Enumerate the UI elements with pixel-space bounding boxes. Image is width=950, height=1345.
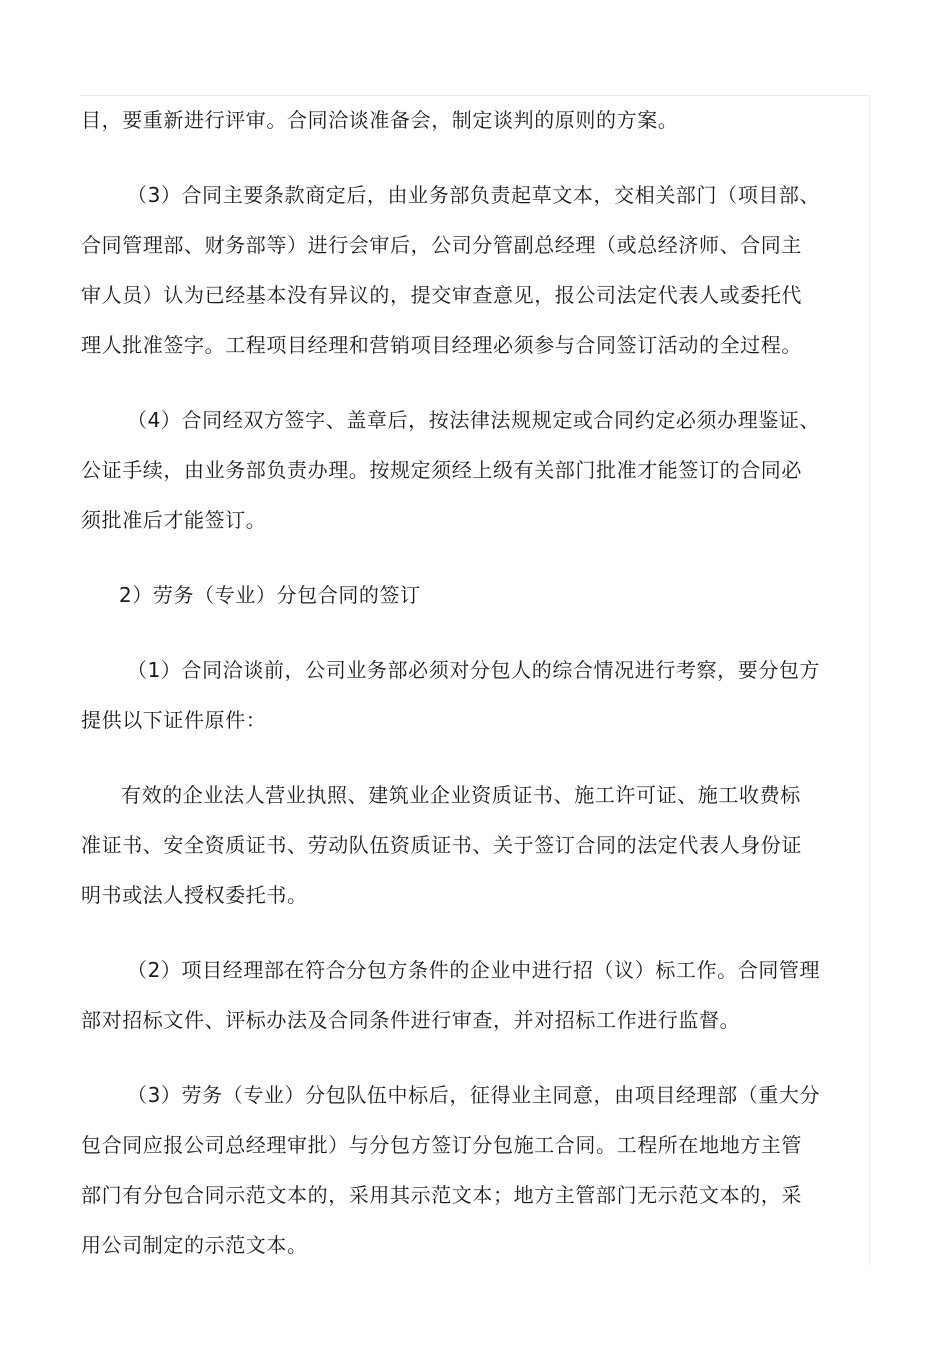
text-line: 审人员）认为已经基本没有异议的，提交审查意见，报公司法定代表人或委托代 — [81, 283, 802, 307]
text-line: 提供以下证件原件： — [81, 708, 267, 732]
text-line: （3）合同主要条款商定后，由业务部负责起草文本，交相关部门（项目部、 — [127, 183, 821, 207]
paragraph-bidding — [81, 945, 841, 1045]
paragraph-certificates — [81, 770, 841, 920]
heading-text: 2）劳务（专业）分包合同的签订 — [119, 583, 421, 607]
text-line: （2）项目经理部在符合分包方条件的企业中进行招（议）标工作。合同管理 — [127, 958, 821, 982]
text-line: 用公司制定的示范文本。 — [81, 1233, 308, 1257]
text-line: 合同管理部、财务部等）进行会审后，公司分管副总经理（或总经济师、合同主 — [81, 233, 802, 257]
text-line: （4）合同经双方签字、盖章后，按法律法规规定或合同约定必须办理鉴证、 — [127, 408, 821, 432]
paragraph-negotiation — [81, 645, 841, 745]
text-line: 部对招标文件、评标办法及合同条件进行审查，并对招标工作进行监督。 — [81, 1008, 741, 1032]
paragraph-contract-signing — [81, 395, 841, 545]
page-border-right — [869, 95, 870, 1265]
text-line: 理人批准签字。工程项目经理和营销项目经理必须参与合同签订活动的全过程。 — [81, 333, 802, 357]
text-line: 有效的企业法人营业执照、建筑业企业资质证书、施工许可证、施工收费标 — [121, 783, 801, 807]
paragraph-subcontract-signing — [81, 1070, 841, 1270]
text-line: 须批准后才能签订。 — [81, 508, 267, 532]
section-heading — [81, 570, 841, 620]
document-body — [81, 95, 841, 1270]
text-line: 准证书、安全资质证书、劳动队伍资质证书、关于签订合同的法定代表人身份证 — [81, 833, 802, 857]
text-line: 明书或法人授权委托书。 — [81, 883, 308, 907]
text-line: （1）合同洽谈前，公司业务部必须对分包人的综合情况进行考察，要分包方 — [127, 658, 821, 682]
paragraph-continuation — [81, 95, 841, 145]
text-line: 部门有分包合同示范文本的，采用其示范文本；地方主管部门无示范文本的，采 — [81, 1183, 802, 1207]
text-line: 目，要重新进行评审。合同洽谈准备会，制定谈判的原则的方案。 — [81, 108, 679, 132]
text-line: （3）劳务（专业）分包队伍中标后，征得业主同意，由项目经理部（重大分 — [127, 1083, 821, 1107]
paragraph-contract-drafting — [81, 170, 841, 370]
text-line: 公证手续，由业务部负责办理。按规定须经上级有关部门批准才能签订的合同必 — [81, 458, 802, 482]
text-line: 包合同应报公司总经理审批）与分包方签订分包施工合同。工程所在地地方主管 — [81, 1133, 802, 1157]
